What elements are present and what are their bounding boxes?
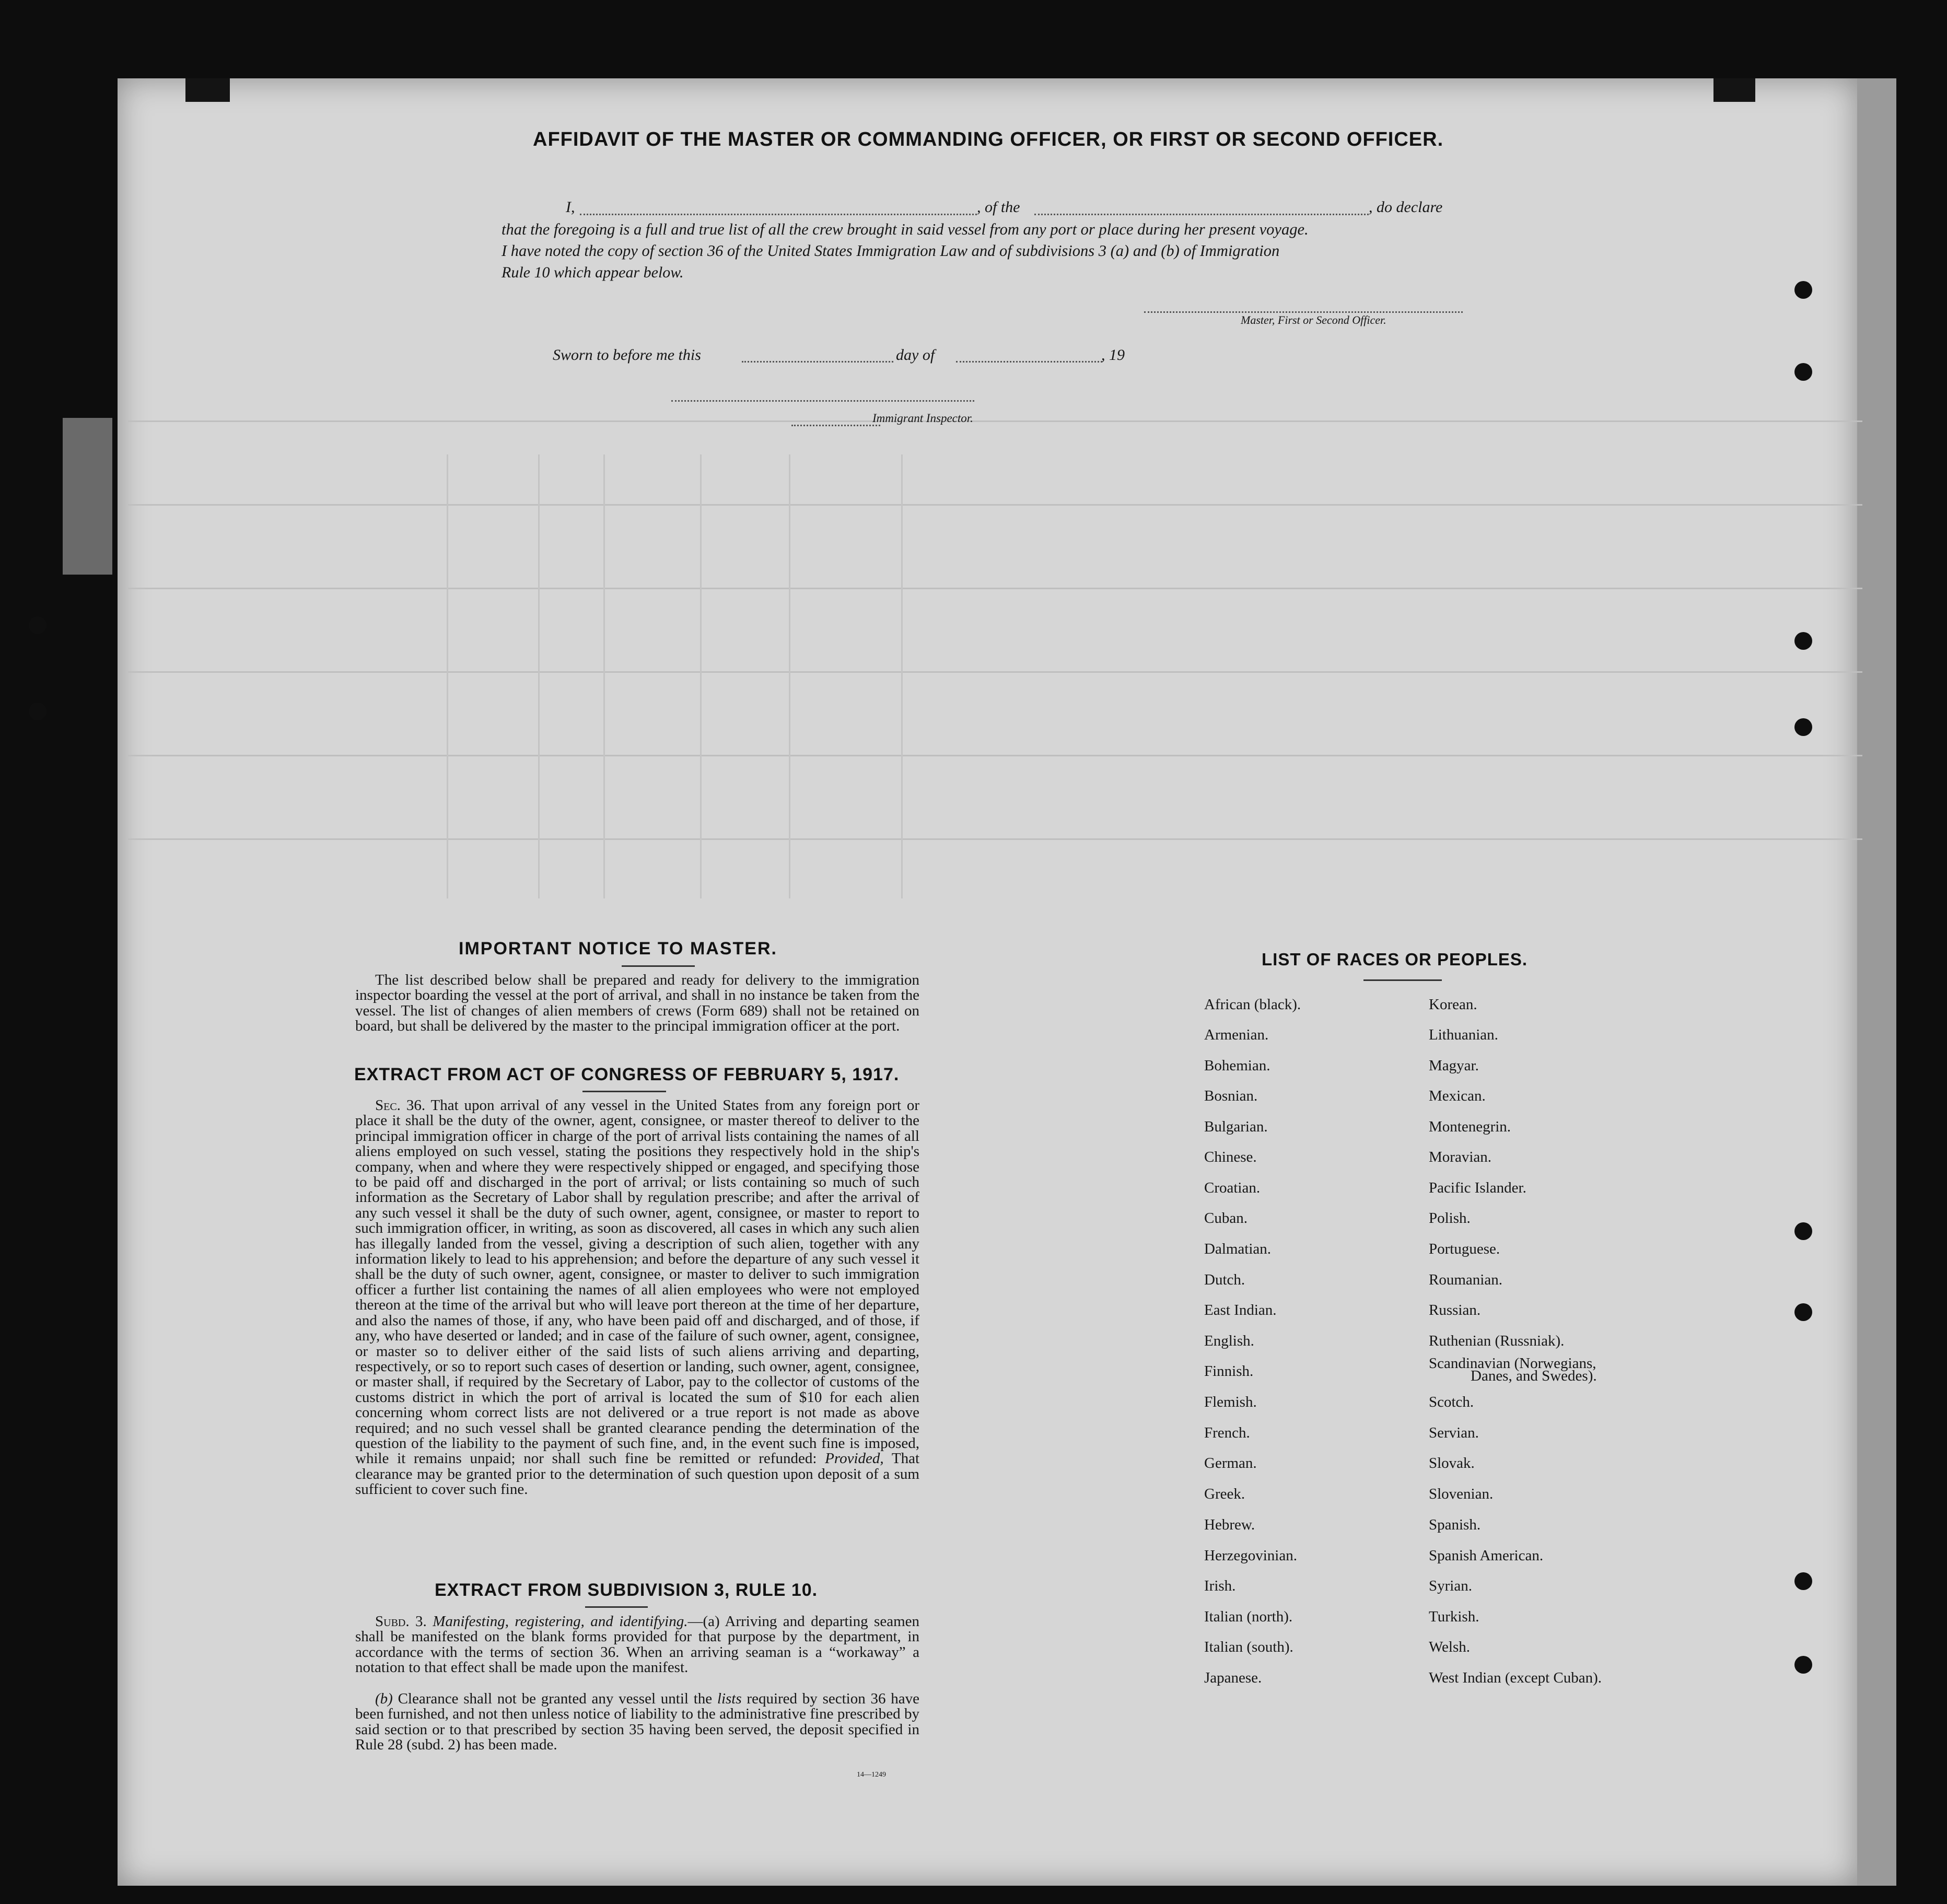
year-prefix: , 19 — [1101, 346, 1125, 364]
race-item-left: Italian (north). — [1204, 1608, 1293, 1625]
race-item-right: Slovenian. — [1429, 1486, 1494, 1502]
race-item-right: Syrian. — [1429, 1578, 1472, 1594]
race-item-left: Bosnian. — [1204, 1088, 1258, 1104]
races-title-rule — [1363, 979, 1442, 981]
affidavit-line-4: Rule 10 which appear below. — [502, 264, 684, 281]
act-body-2: That clearance may be granted prior to the determination of such question upon deposit of a sum sufficient to cover such fine. — [355, 1450, 920, 1498]
race-item-right: Pacific Islander. — [1429, 1179, 1526, 1196]
race-item-left: Bulgarian. — [1204, 1118, 1268, 1135]
race-item-left: Finnish. — [1204, 1363, 1254, 1380]
race-item-right: Polish. — [1429, 1210, 1471, 1226]
race-item-right: Slovak. — [1429, 1455, 1475, 1471]
affidavit-of-the: , of the — [977, 198, 1020, 216]
punch-hole-icon — [1794, 718, 1812, 736]
subd-b-text-1: Clearance shall not be granted any vessel until the — [398, 1690, 713, 1707]
race-item-left: French. — [1204, 1424, 1250, 1441]
race-item-left: Irish. — [1204, 1578, 1236, 1594]
punch-hole-icon — [1794, 1222, 1812, 1240]
punch-hole-icon — [1794, 1303, 1812, 1321]
day-of-label: day of — [896, 346, 935, 364]
section-label: Sec. 36. — [375, 1097, 426, 1114]
bleed-through-line — [128, 755, 1862, 756]
race-item-right: Magyar. — [1429, 1057, 1479, 1074]
subd-a-label: —(a) — [687, 1613, 720, 1630]
bleed-through-line — [128, 420, 1862, 422]
notice-title: IMPORTANT NOTICE TO MASTER. — [459, 939, 777, 959]
race-item-left: German. — [1204, 1455, 1257, 1471]
bleed-through-line — [128, 588, 1862, 589]
notice-title-rule — [622, 965, 695, 967]
bleed-through-column — [700, 454, 702, 898]
bleed-through-line — [128, 671, 1862, 673]
inspector-signature-blank — [671, 400, 974, 402]
punch-hole-icon — [29, 616, 46, 634]
race-item-right: Mexican. — [1429, 1088, 1486, 1104]
race-item-right: Moravian. — [1429, 1149, 1491, 1165]
race-continuation: Danes, and Swedes). — [1471, 1368, 1597, 1384]
subd-b-label: (b) — [375, 1690, 393, 1707]
race-item-right: Spanish. — [1429, 1516, 1481, 1533]
punch-hole-icon — [1794, 1656, 1812, 1674]
bleed-through-column — [603, 454, 605, 898]
race-item-left: Flemish. — [1204, 1394, 1257, 1410]
inspector-lead-dots — [791, 424, 880, 426]
race-item-right: West Indian (except Cuban). — [1429, 1669, 1602, 1686]
subd-b-text-2: required by section 36 have been furnished, and not then unless notice of liability to the administrative fine prescribed by said section or to that prescribed by section 35 having been served, the deposit specified in Rule 28 (subd. 2) has been made. — [355, 1690, 919, 1754]
binder-clip-icon — [185, 78, 230, 102]
race-item-left: Herzegovinian. — [1204, 1547, 1297, 1564]
race-item-right: Portuguese. — [1429, 1241, 1500, 1257]
subd-label: Subd. 3. — [375, 1613, 427, 1630]
race-item-left: Dalmatian. — [1204, 1241, 1272, 1257]
sworn-month-blank — [956, 360, 1102, 363]
bleed-through-column — [447, 454, 448, 898]
race-item-left: African (black). — [1204, 996, 1301, 1013]
act-extract-title: EXTRACT FROM ACT OF CONGRESS OF FEBRUARY 5, 1917. — [354, 1065, 900, 1084]
vessel-blank — [1034, 213, 1369, 215]
bleed-through-strip — [63, 418, 112, 575]
punch-hole-icon — [1794, 281, 1812, 299]
affidavit-i: I, — [566, 198, 575, 216]
race-item-right: Servian. — [1429, 1424, 1479, 1441]
races-title: LIST OF RACES OR PEOPLES. — [1262, 950, 1528, 969]
binder-clip-icon — [1713, 78, 1755, 102]
race-item-left: Cuban. — [1204, 1210, 1248, 1226]
race-item-left: East Indian. — [1204, 1302, 1277, 1318]
master-signature-blank — [1144, 311, 1463, 313]
rule-extract-a — [355, 1614, 919, 1676]
act-title-rule — [582, 1091, 666, 1092]
race-item-left: Croatian. — [1204, 1179, 1261, 1196]
subd-heading: Manifesting, registering, and identifying. — [433, 1613, 688, 1630]
name-blank — [580, 213, 977, 215]
race-item-right: Welsh. — [1429, 1639, 1471, 1655]
rule-extract-b — [355, 1691, 919, 1753]
affidavit-line-3: I have noted the copy of section 36 of the United States Immigration Law and of subdivisions 3 (a) and (b) of Immigration — [502, 242, 1280, 260]
notice-body: The list described below shall be prepared and ready for delivery to the immigration inspector boarding the vessel at the port of arrival, and shall in no instance be taken from the vessel. The list of changes of alien members of crews (Form 689) shall not be retained on board, but shall be delivered by the master to the principal immigration officer at the port. — [355, 972, 919, 1035]
affidavit-line-2: that the foregoing is a full and true list of all the crew brought in said vessel from any port or place during her present voyage. — [502, 220, 1309, 238]
punch-hole-icon — [1794, 363, 1812, 381]
rule-title-rule — [585, 1606, 648, 1608]
subd-a-text: Arriving and departing seamen shall be manifested on the blank forms provided for that purpose by the department, in accordance with the terms of section 36. When an arriving seaman is a “workaway” a notation to that effect shall be made upon the manifest. — [355, 1613, 919, 1676]
master-caption: Master, First or Second Officer. — [1241, 313, 1386, 326]
race-item-right: Roumanian. — [1429, 1271, 1502, 1288]
bleed-through-column — [901, 454, 903, 898]
punch-hole-icon — [1794, 1572, 1812, 1590]
act-extract-text — [355, 1098, 919, 1498]
race-item-right: Korean. — [1429, 996, 1477, 1013]
sworn-label: Sworn to before me this — [553, 346, 701, 364]
race-item-right: Scotch. — [1429, 1394, 1474, 1410]
affidavit-title: AFFIDAVIT OF THE MASTER OR COMMANDING OFFICER, OR FIRST OR SECOND OFFICER. — [533, 129, 1444, 150]
race-item-right: Spanish American. — [1429, 1547, 1544, 1564]
race-item-right: Montenegrin. — [1429, 1118, 1511, 1135]
bleed-through-line — [128, 504, 1862, 506]
bleed-through-column — [789, 454, 790, 898]
race-item-left: Japanese. — [1204, 1669, 1262, 1686]
rule-extract-title: EXTRACT FROM SUBDIVISION 3, RULE 10. — [435, 1580, 818, 1600]
race-item-left: Italian (south). — [1204, 1639, 1293, 1655]
provided-term: Provided, — [825, 1450, 884, 1467]
race-item-left: English. — [1204, 1333, 1254, 1349]
punch-hole-icon — [1794, 632, 1812, 650]
race-item-right: Russian. — [1429, 1302, 1481, 1318]
race-item-right: Lithuanian. — [1429, 1026, 1498, 1043]
race-item-left: Bohemian. — [1204, 1057, 1270, 1074]
bleed-through-line — [128, 838, 1862, 840]
race-item-left: Hebrew. — [1204, 1516, 1255, 1533]
page-edge — [1857, 78, 1896, 1886]
sworn-day-blank — [742, 360, 893, 363]
notice-text — [355, 973, 919, 1034]
race-item-right: Scandinavian (Norwegians, — [1429, 1355, 1596, 1372]
race-item-right: Turkish. — [1429, 1608, 1479, 1625]
race-item-left: Chinese. — [1204, 1149, 1257, 1165]
race-item-left: Dutch. — [1204, 1271, 1245, 1288]
race-item-left: Armenian. — [1204, 1026, 1269, 1043]
race-item-right: Ruthenian (Russniak). — [1429, 1333, 1565, 1349]
subd-b-lists: lists — [717, 1690, 742, 1707]
form-number: 14—1249 — [857, 1771, 886, 1779]
bleed-through-column — [538, 454, 540, 898]
act-body-1: That upon arrival of any vessel in the United States from any foreign port or place it shall be the duty of the owner, agent, consignee, or master thereof to deliver to the principal immigration officer in charge of the port of arrival lists containing the names of all aliens employed on such vessel, stating the positions they respectively hold in the ship's company, when and where they were respectively shipped or engaged, and specifying those to be paid off and discharged in the port of arrival; or lists containing so much of such information as the Secretary of Labor shall by regulation prescribe; and after the arrival of any such vessel it shall be the duty of such owner, agent, consignee, or master to report to such immigration officer, in writing, as soon as discovered, all cases in which any such alien has illegally landed from the vessel, giving a description of such alien, together with any information likely to lead to his apprehension; and before the departure of any such vessel it shall be the duty of such owner, agent, consignee, or master to deliver to such immigration officer a further list containing the names of all alien employees who were not employed thereon at the time of the arrival but who will leave port thereon at the time of her departure, and also the names of those, if any, who have been paid off and discharged, and of those, if any, who have deserted or landed; and in case of the failure of such owner, agent, consignee, or master so to deliver either of the said lists of such aliens arriving and departing, respectively, or so to report such cases of desertion or landing, such owner, agent, consignee, or master shall, if required by the Secretary of Labor, pay to the collector of customs of the customs district in which the port of arrival is located the sum of $10 for each alien concerning whom correct lists are not delivered or a true report is not made as above required; and no such vessel shall be granted clearance pending the determination of the question of the liability to the payment of such fine, and, in the event such fine is imposed, while it remains unpaid; nor shall such fine be remitted or refunded: — [355, 1097, 920, 1467]
affidavit-declare: , do declare — [1369, 198, 1443, 216]
race-item-left: Greek. — [1204, 1486, 1245, 1502]
punch-hole-icon — [29, 703, 46, 720]
inspector-caption: Immigrant Inspector. — [872, 412, 973, 425]
